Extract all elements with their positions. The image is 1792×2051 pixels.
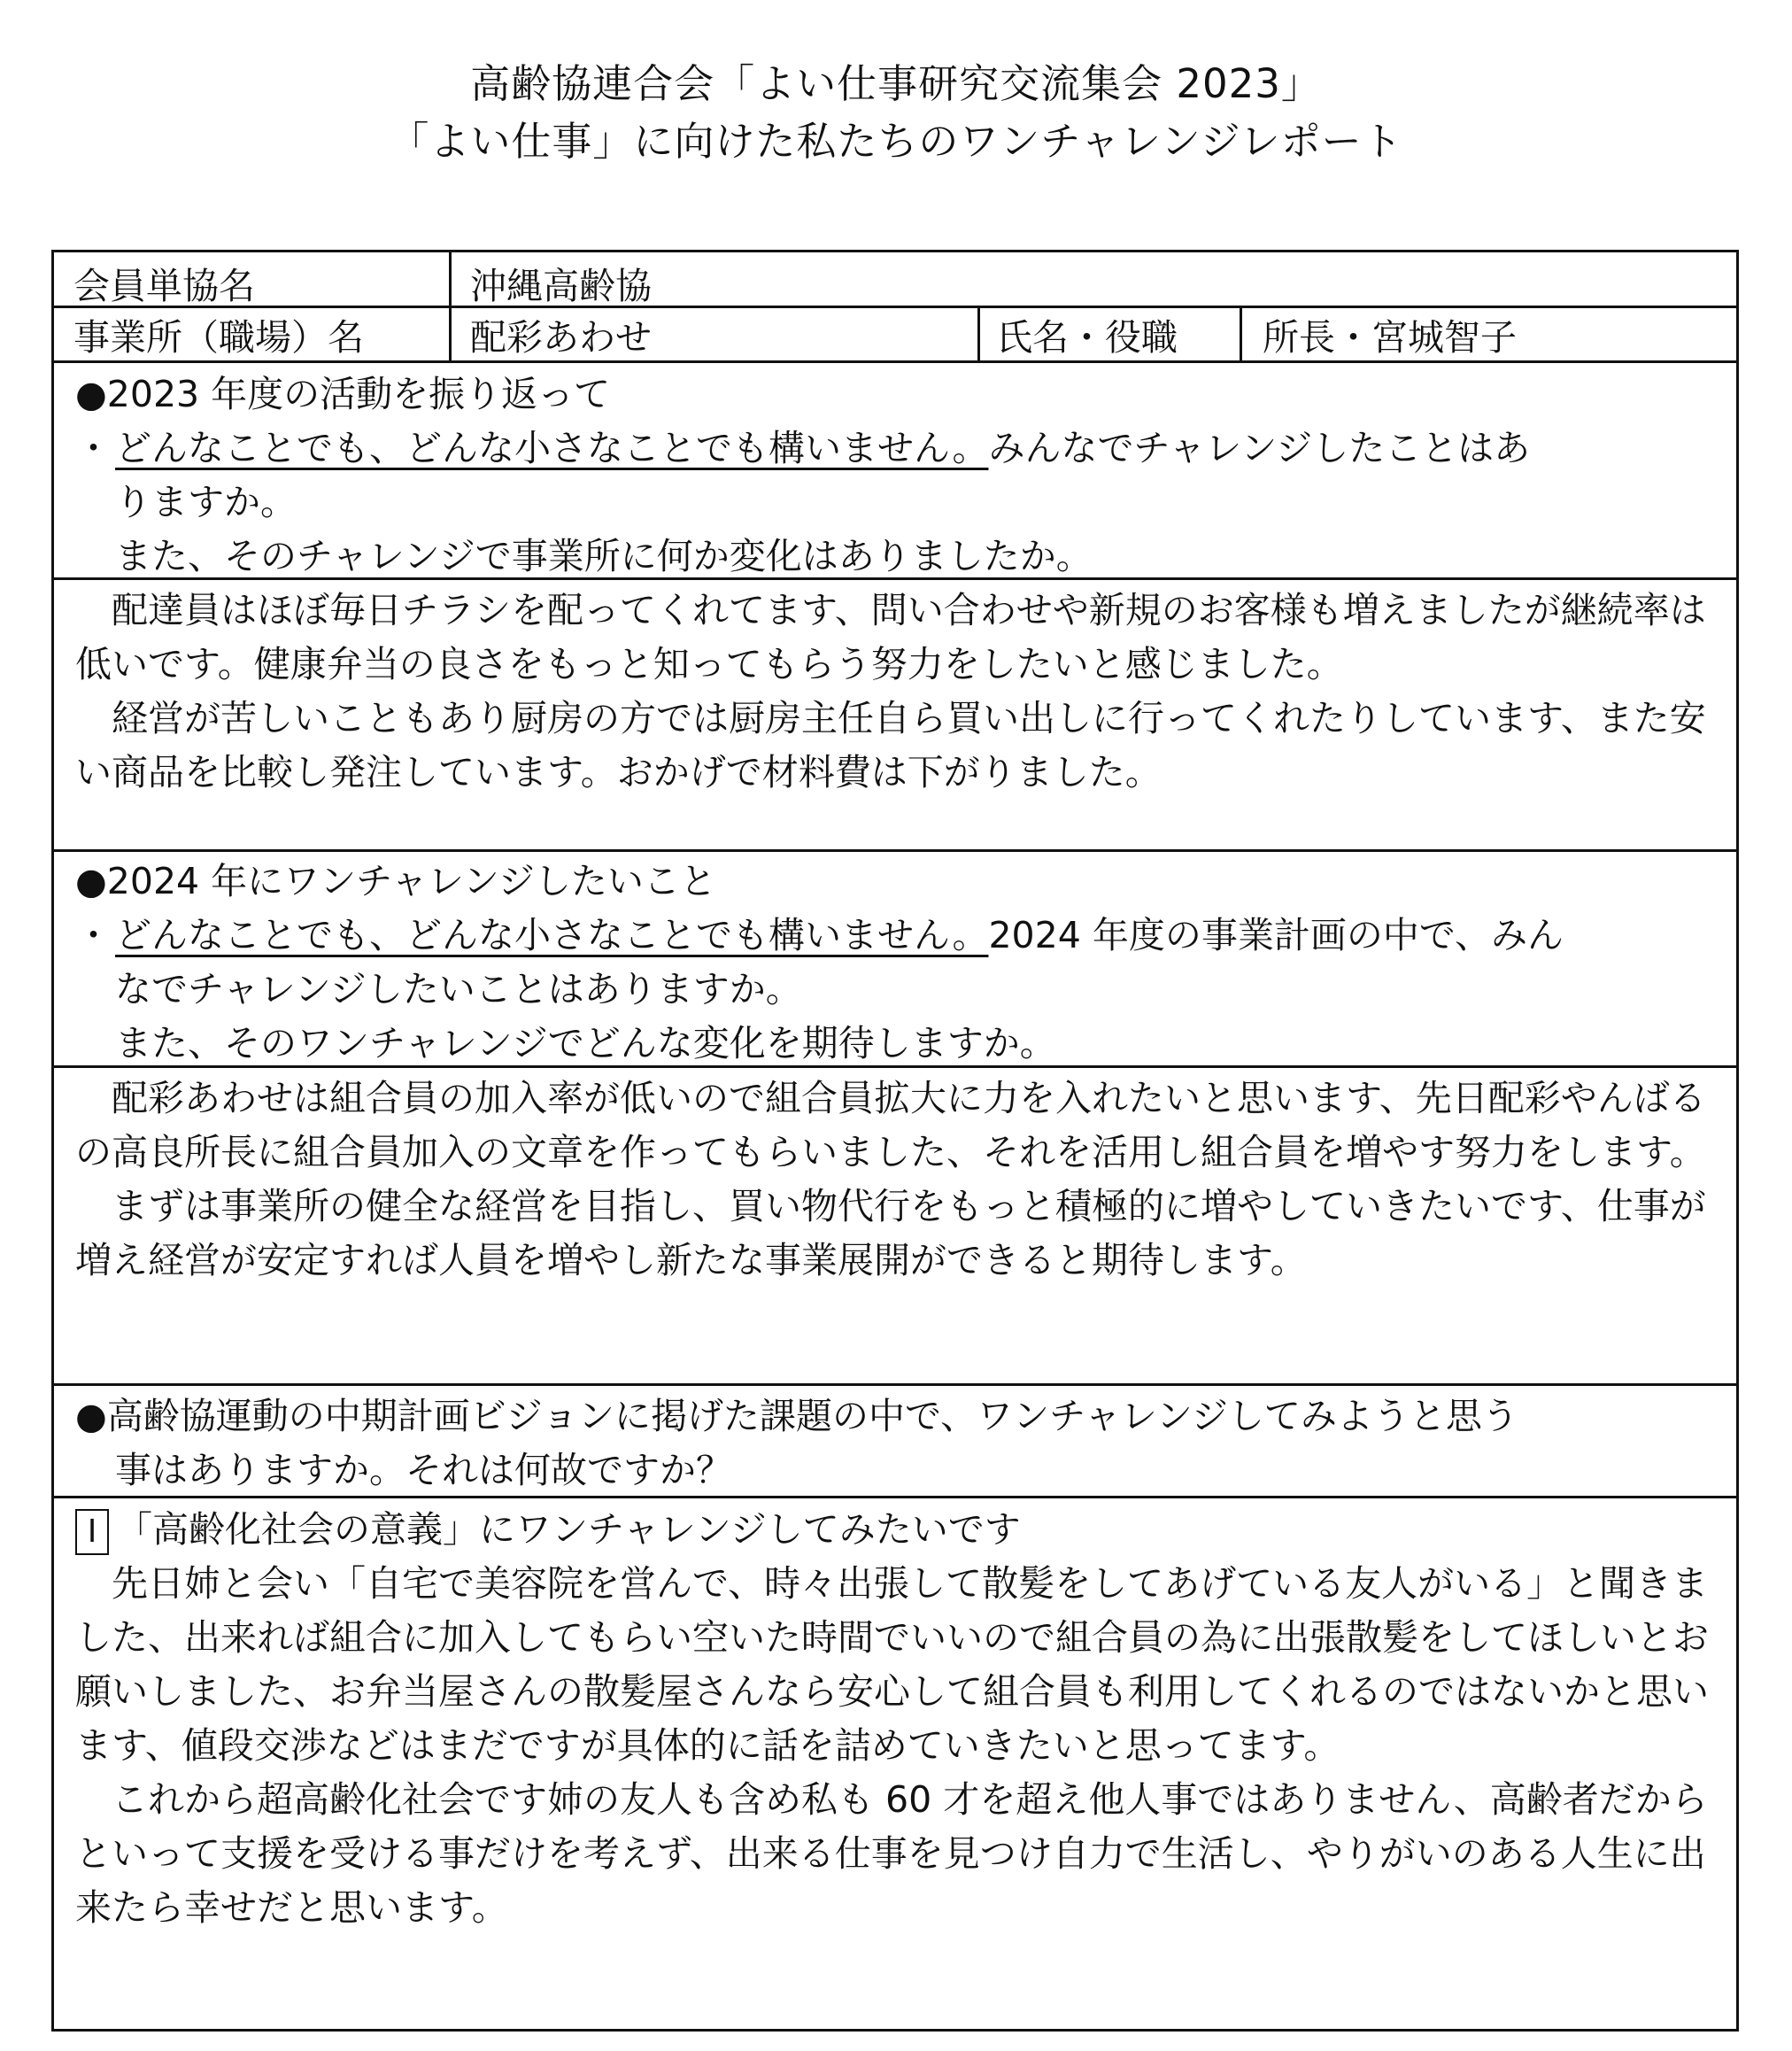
divider (54, 1383, 1736, 1386)
section3-answer-title-row (75, 1503, 1717, 1557)
divider (54, 1065, 1736, 1068)
section2-answer-p1: 配彩あわせは組合員の加入率が低いので組合員拡大に力を入れたいと思います、先日配彩やんばるの高良所長に組合員加入の文章を作ってもらいました、それを活用し組合員を増やす努力をします。 (75, 1077, 1706, 1173)
section1-answer (75, 584, 1717, 800)
section1-underlined: どんなことでも、どんな小さなことでも構いません。 (115, 427, 989, 469)
divider (1240, 306, 1242, 363)
section3-heading-line2: 事はありますか。それは何故ですか？ (115, 1449, 732, 1491)
section3-answer-p1: 先日姉と会い「自宅で美容院を営んで、時々出張して散髪をしてあげている友人がいる」と聞きました、出来れば組合に加入してもらい空いた時間でいいので組合員の為に出張散髪をしてほしいとお願いしました、お弁当屋さんの散髪屋さんなら安心して組合員も利用してくれるのではないかと思います、値段交渉などはまだですが具体的に話を詰めていきたいと思ってます。 (75, 1562, 1709, 1767)
section3-question (75, 1389, 1717, 1498)
name-value: 所長・宮城智子 (1263, 316, 1517, 359)
name-label: 氏名・役職 (996, 316, 1178, 359)
divider (54, 577, 1736, 580)
section2-underlined: どんなことでも、どんな小さなことでも構いません。 (115, 914, 989, 956)
section2-answer-p2: まずは事業所の健全な経営を目指し、買い物代行をもっと積極的に増やしていきたいです、仕事が増え経営が安定すれば人員を増やし新たな事業展開ができると期待します。 (75, 1185, 1706, 1281)
section2-heading: ●2024 年にワンチャレンジしたいこと (75, 860, 716, 902)
member-label: 会員単協名 (73, 265, 255, 307)
member-value: 沖縄高齢協 (470, 265, 652, 307)
section1-line2: りますか。 (115, 481, 297, 523)
section2-line1: 2024 年度の事業計画の中で、みん (988, 914, 1564, 956)
section3-answer-p2: これから超高齢化社会です姉の友人も含め私も 60 才を超え他人事ではありません、高齢者だからといって支援を受ける事だけを考えず、出来る仕事を見つけ自力で生活し、やりがいのある人生に出来たら幸せだと思います。 (75, 1778, 1708, 1929)
section1-line1: みんなでチャレンジしたことはあ (988, 427, 1531, 469)
section3-heading-line1: ●高齢協運動の中期計画ビジョンに掲げた課題の中で、ワンチャレンジしてみようと思う (75, 1395, 1518, 1437)
section3-answer (75, 1503, 1717, 1935)
office-value: 配彩あわせ (470, 316, 652, 359)
section1-heading: ●2023 年度の活動を振り返って (75, 373, 611, 415)
divider (977, 306, 980, 363)
section1-answer-p2: 経営が苦しいこともあり厨房の方では厨房主任自ら買い出しに行ってくれたりしています、また安い商品を比較し発注しています。おかげで材料費は下がりました。 (75, 697, 1706, 793)
office-label: 事業所（職場）名 (73, 316, 364, 359)
bullet: ・ (75, 427, 112, 469)
divider (54, 360, 1736, 363)
roman-numeral-box: Ⅰ (75, 1509, 109, 1555)
title-line-2: 「よい仕事」に向けた私たちのワンチャレンジレポート (389, 118, 1403, 165)
title-line-1: 高齢協連合会「よい仕事研究交流集会 2023」 (470, 60, 1322, 107)
divider (54, 1496, 1736, 1498)
section3-answer-title: 「高齢化社会の意義」にワンチャレンジしてみたいです (116, 1508, 1021, 1551)
section1-answer-p1: 配達員はほぼ毎日チラシを配ってくれてます、問い合わせや新規のお客様も増えましたが継続率は低いです。健康弁当の良さをもっと知ってもらう努力をしたいと感じました。 (75, 589, 1706, 685)
divider (54, 849, 1736, 852)
document-header (0, 55, 1792, 170)
section1-line3: また、そのチャレンジで事業所に何か変化はありましたか。 (115, 535, 1093, 577)
bullet: ・ (75, 914, 112, 956)
section2-line3: また、そのワンチャレンジでどんな変化を期待しますか。 (115, 1022, 1056, 1064)
divider (54, 306, 1736, 308)
report-form (51, 250, 1739, 2032)
section2-line2: なでチャレンジしたいことはありますか。 (115, 968, 802, 1010)
section1-question (75, 368, 1717, 584)
section2-answer (75, 1072, 1717, 1288)
section2-question (75, 855, 1717, 1071)
